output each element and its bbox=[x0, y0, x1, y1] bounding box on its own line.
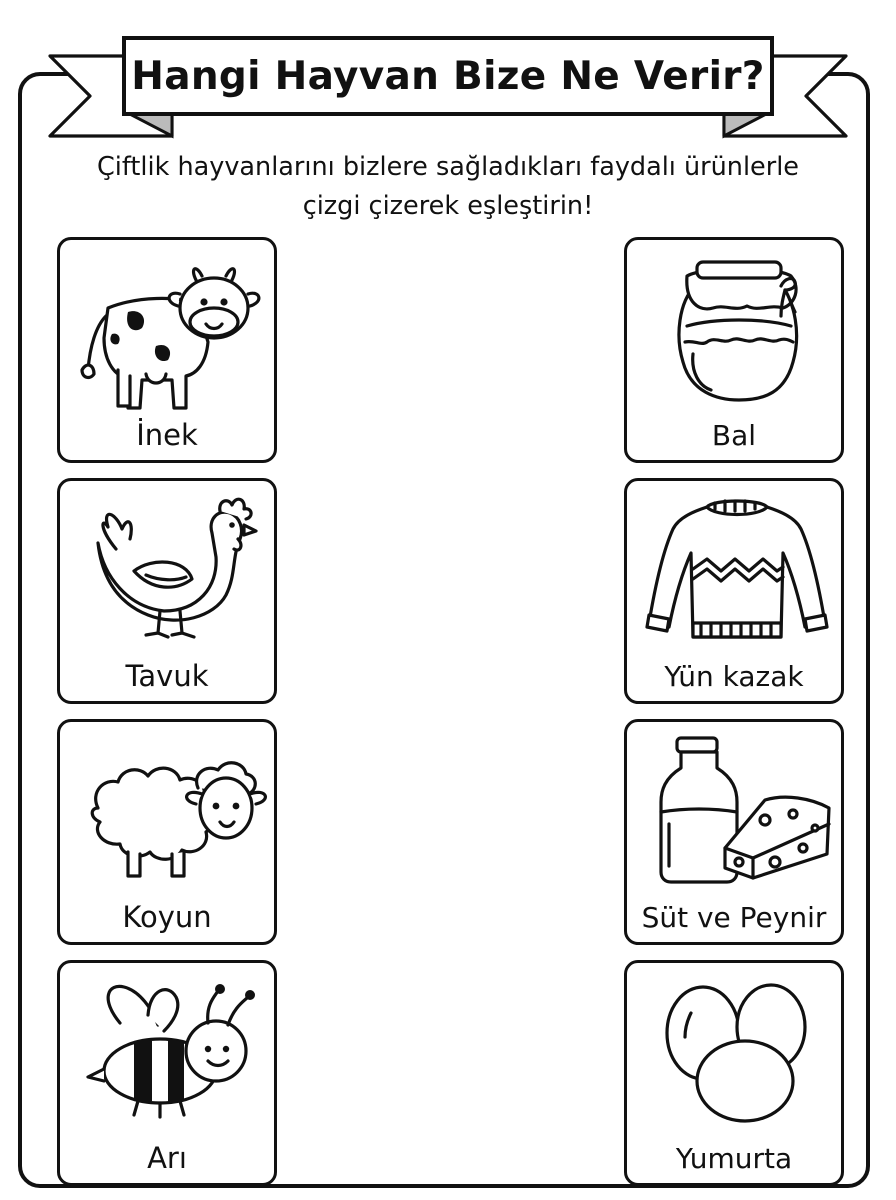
animal-card-bee[interactable] bbox=[57, 960, 277, 1186]
cow-icon bbox=[68, 246, 268, 414]
product-card-sweater[interactable] bbox=[624, 478, 844, 704]
animal-label: Arı bbox=[147, 1141, 187, 1175]
eggs-icon bbox=[635, 969, 835, 1137]
sheep-icon bbox=[68, 728, 268, 896]
sweater-icon bbox=[635, 487, 835, 655]
animal-label: Koyun bbox=[122, 900, 212, 934]
animal-card-cow[interactable] bbox=[57, 237, 277, 463]
product-card-milk-cheese[interactable] bbox=[624, 719, 844, 945]
bee-icon bbox=[68, 969, 268, 1137]
product-label: Yumurta bbox=[675, 1142, 793, 1175]
product-label: Süt ve Peynir bbox=[641, 901, 827, 934]
animal-label: Tavuk bbox=[125, 659, 209, 693]
product-card-honey[interactable] bbox=[624, 237, 844, 463]
honey-jar-icon bbox=[635, 246, 835, 414]
product-label: Bal bbox=[711, 419, 757, 452]
product-card-eggs[interactable] bbox=[624, 960, 844, 1186]
animal-label: İnek bbox=[136, 418, 198, 452]
chicken-icon bbox=[68, 487, 268, 655]
instructions-line-1: Çiftlik hayvanlarını bizlere sağladıkları faydalı ürünlerle bbox=[96, 152, 799, 182]
animal-card-chicken[interactable] bbox=[57, 478, 277, 704]
instructions bbox=[40, 148, 856, 226]
product-label: Yün kazak bbox=[664, 660, 804, 693]
animal-card-sheep[interactable] bbox=[57, 719, 277, 945]
milk-and-cheese-icon bbox=[635, 728, 835, 896]
page-title: Hangi Hayvan Bize Ne Verir? bbox=[131, 53, 765, 99]
instructions-line-2: çizgi çizerek eşleştirin! bbox=[302, 191, 594, 221]
